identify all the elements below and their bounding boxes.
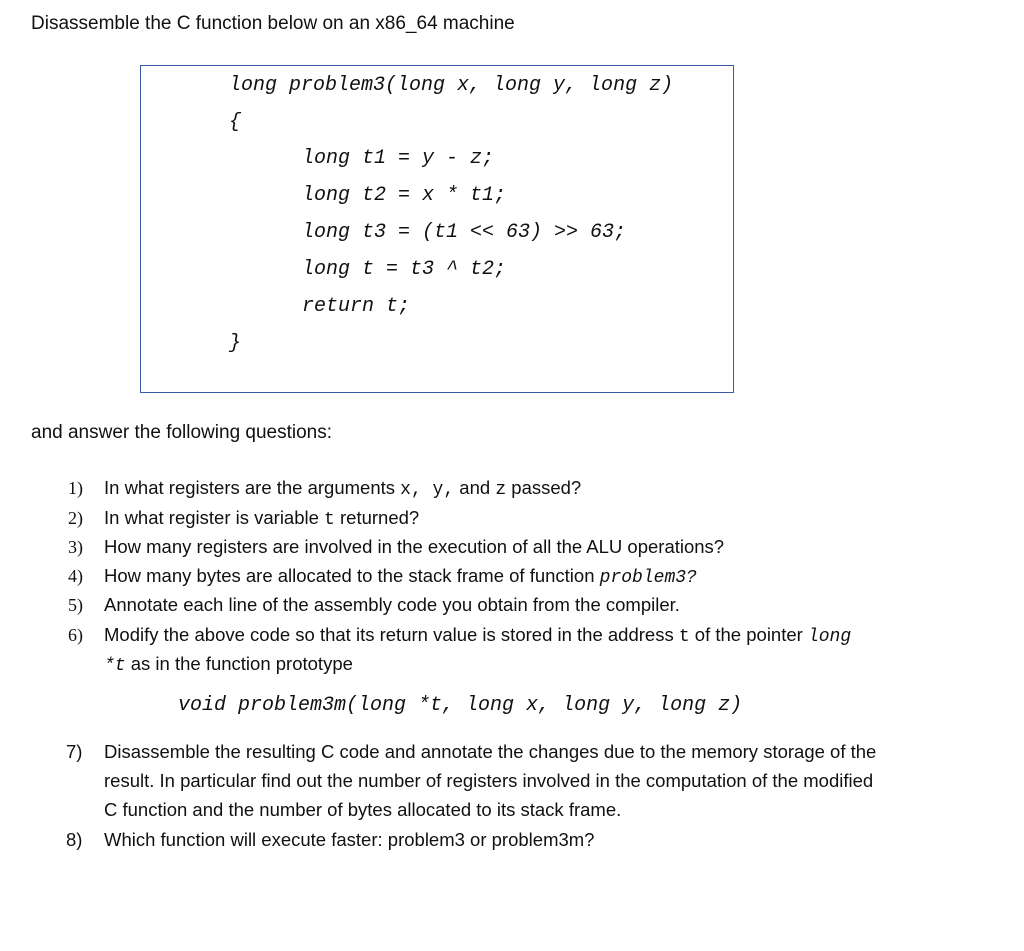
code-term: x, y,: [400, 480, 455, 500]
function-prototype: void problem3m(long *t, long x, long y, long z): [178, 694, 743, 717]
question-text: passed?: [506, 477, 582, 498]
question-number: 7): [66, 741, 83, 762]
question-number: 3): [68, 537, 83, 557]
code-term: *t: [104, 656, 126, 676]
question-text: In what register is variable: [104, 507, 325, 528]
code-term: t: [324, 510, 335, 530]
question-7-line-2: result. In particular find out the number of registers involved in the computation of the modified: [104, 770, 874, 791]
question-3: How many registers are involved in the execution of all the ALU operations?: [104, 536, 725, 557]
question-1: [104, 475, 581, 503]
question-2: [104, 505, 419, 533]
question-4: [104, 563, 697, 591]
code-term: z: [495, 480, 507, 500]
question-number: 8): [66, 829, 83, 850]
code-term: long: [807, 627, 852, 647]
intro-text: Disassemble the C function below on an x86_64 machine: [31, 13, 515, 34]
question-text: of the pointer: [689, 624, 808, 645]
code-signature: long problem3(long x, long y, long z): [229, 74, 674, 97]
question-number: 5): [68, 595, 83, 615]
question-7-line-3: C function and the number of bytes allocated to its stack frame.: [104, 799, 622, 820]
question-number: 4): [68, 566, 83, 586]
question-text: Modify the above code so that its return value is stored in the address: [104, 624, 679, 645]
question-text: as in the function prototype: [125, 653, 353, 674]
question-number: 2): [68, 508, 83, 528]
answer-prompt: and answer the following questions:: [31, 422, 333, 443]
question-text: returned?: [334, 507, 420, 528]
code-open-brace: {: [229, 111, 242, 134]
question-5: Annotate each line of the assembly code you obtain from the compiler.: [104, 594, 680, 615]
question-8: Which function will execute faster: problem3 or problem3m?: [104, 829, 595, 850]
question-text: In what registers are the arguments: [104, 477, 401, 498]
code-term: problem3?: [599, 568, 697, 588]
question-number: 1): [68, 478, 83, 498]
question-6-continued: [104, 651, 353, 679]
code-line: long t3 = (t1 << 63) >> 63;: [302, 221, 627, 244]
code-line: long t = t3 ^ t2;: [302, 258, 507, 281]
code-line: return t;: [302, 295, 411, 318]
question-7-line-1: Disassemble the resulting C code and annotate the changes due to the memory storage of the: [104, 741, 877, 762]
question-number: 6): [68, 625, 83, 645]
question-text: How many bytes are allocated to the stack frame of function: [104, 565, 600, 586]
code-line: long t1 = y - z;: [302, 147, 495, 170]
code-term: t: [678, 627, 690, 647]
code-box: [140, 65, 734, 393]
code-line: long t2 = x * t1;: [302, 184, 507, 207]
code-close-brace: }: [229, 332, 242, 355]
question-6: [104, 622, 851, 650]
question-text: and: [454, 477, 496, 498]
